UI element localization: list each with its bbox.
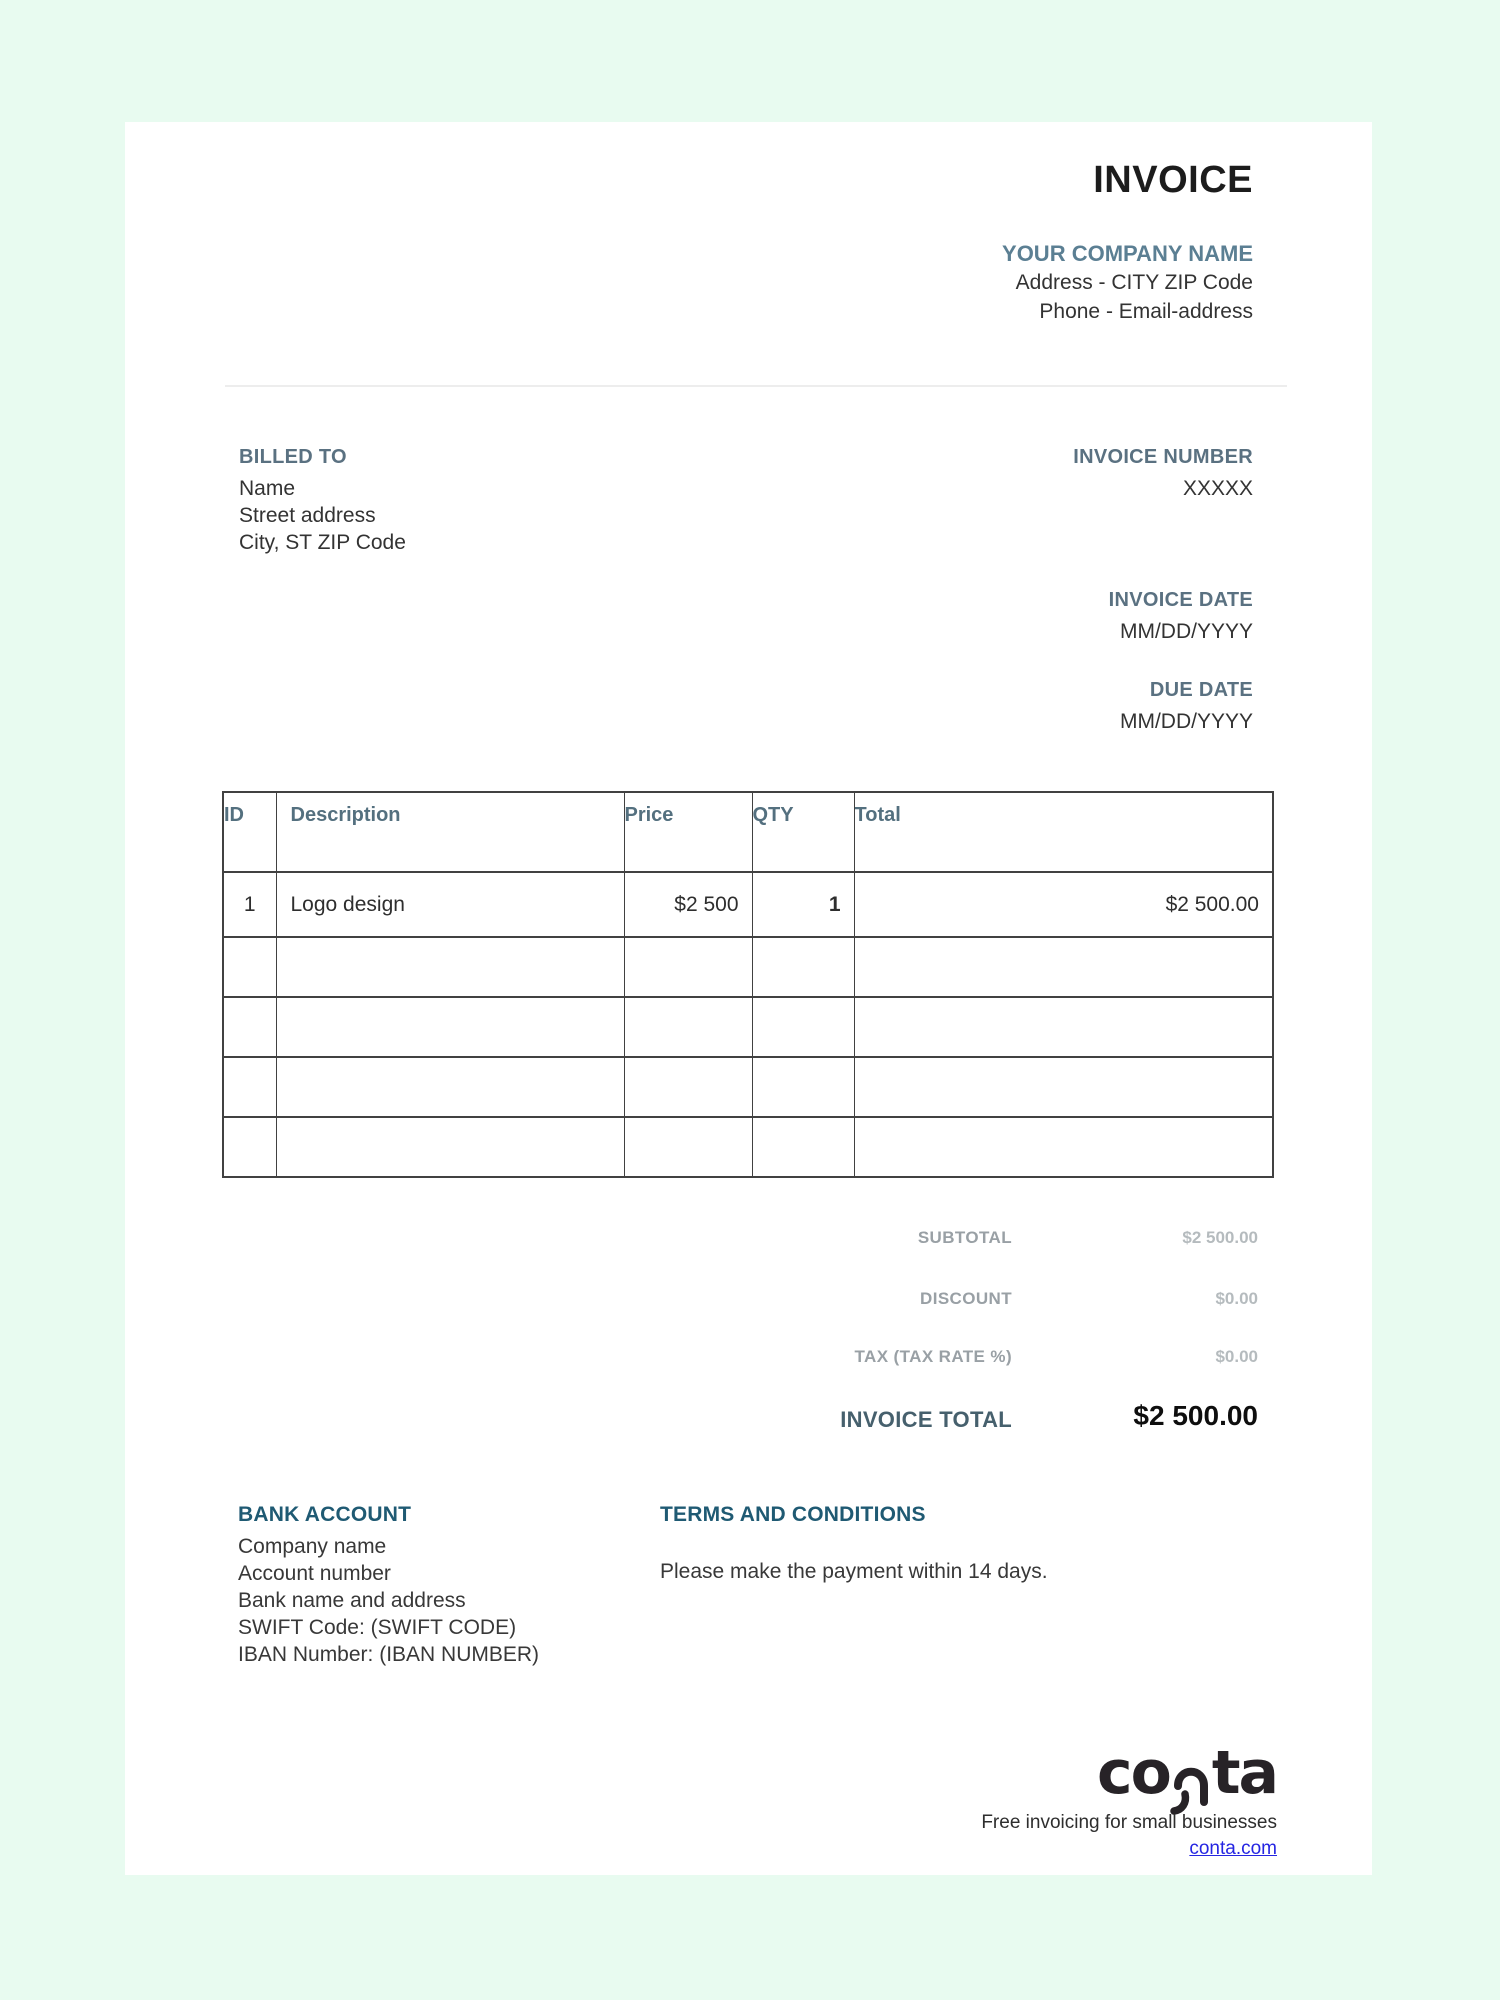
discount-label: DISCOUNT <box>920 1289 1012 1308</box>
billed-to-city: City, ST ZIP Code <box>239 531 406 554</box>
bank-account-label: BANK ACCOUNT <box>238 1503 412 1526</box>
bank-name-address: Bank name and address <box>238 1589 466 1612</box>
bank-account-number: Account number <box>238 1562 391 1585</box>
conta-n-swoosh-icon <box>1172 1757 1210 1815</box>
conta-logo-ta: ta <box>1211 1738 1277 1808</box>
invoice-date-label: INVOICE DATE <box>1108 589 1253 611</box>
conta-logo <box>1097 1738 1277 1808</box>
table-empty-row <box>223 997 1273 1057</box>
item-total: $2 500.00 <box>854 872 1273 937</box>
bank-iban-number: IBAN Number: (IBAN NUMBER) <box>238 1643 540 1666</box>
header-divider <box>225 385 1287 387</box>
table-empty-row <box>223 937 1273 997</box>
invoice-number-value: XXXXX <box>1182 477 1253 500</box>
tax-row <box>125 1347 1258 1373</box>
item-description: Logo design <box>276 872 624 937</box>
item-price: $2 500 <box>624 872 752 937</box>
invoice-number-label: INVOICE NUMBER <box>1073 446 1253 468</box>
header-id: ID <box>223 792 276 872</box>
subtotal-value: $2 500.00 <box>1182 1228 1258 1247</box>
bank-swift-code: SWIFT Code: (SWIFT CODE) <box>238 1616 517 1639</box>
company-contact: Phone - Email-address <box>1039 300 1253 323</box>
invoice-date-block <box>1109 589 1253 644</box>
subtotal-row <box>125 1228 1258 1254</box>
due-date-value: MM/DD/YYYY <box>1119 710 1253 733</box>
discount-row <box>125 1289 1258 1315</box>
bank-company-name: Company name <box>238 1535 387 1558</box>
discount-value: $0.00 <box>1215 1289 1258 1308</box>
bank-account-block <box>238 1503 539 1668</box>
items-table <box>222 791 1274 1178</box>
terms-text: Please make the payment within 14 days. <box>660 1560 1048 1583</box>
invoice-date-value: MM/DD/YYYY <box>1119 620 1253 643</box>
items-table-header-row <box>223 792 1273 872</box>
tax-label: TAX (TAX RATE %) <box>854 1347 1012 1366</box>
invoice-total-value: $2 500.00 <box>1133 1400 1258 1431</box>
subtotal-label: SUBTOTAL <box>917 1228 1012 1247</box>
billed-to-street: Street address <box>239 504 376 527</box>
invoice-number-block <box>1073 446 1253 501</box>
item-id: 1 <box>223 872 276 937</box>
billed-to-label: BILLED TO <box>239 446 347 468</box>
invoice-total-row <box>125 1400 1258 1436</box>
item-row <box>223 872 1273 937</box>
company-address: Address - CITY ZIP Code <box>1015 271 1253 294</box>
table-empty-row <box>223 1117 1273 1177</box>
billed-to-block <box>239 446 406 556</box>
conta-logo-co: co <box>1097 1738 1170 1808</box>
invoice-total-label: INVOICE TOTAL <box>840 1407 1012 1432</box>
conta-site-link[interactable]: conta.com <box>1189 1838 1277 1859</box>
header-price: Price <box>624 792 752 872</box>
billed-to-name: Name <box>239 477 296 500</box>
tax-value: $0.00 <box>1215 1347 1258 1366</box>
terms-block <box>660 1503 1048 1584</box>
item-qty: 1 <box>752 872 854 937</box>
due-date-block <box>1120 679 1253 734</box>
header-qty: QTY <box>752 792 854 872</box>
terms-label: TERMS AND CONDITIONS <box>660 1503 926 1526</box>
invoice-title: INVOICE <box>1093 159 1253 201</box>
due-date-label: DUE DATE <box>1149 679 1253 701</box>
company-block <box>1002 239 1253 326</box>
table-empty-row <box>223 1057 1273 1117</box>
header-total: Total <box>854 792 1273 872</box>
header-description: Description <box>276 792 624 872</box>
company-name: YOUR COMPANY NAME <box>1002 241 1253 266</box>
footer-tagline: Free invoicing for small businesses <box>981 1812 1277 1833</box>
invoice-page <box>125 122 1372 1875</box>
